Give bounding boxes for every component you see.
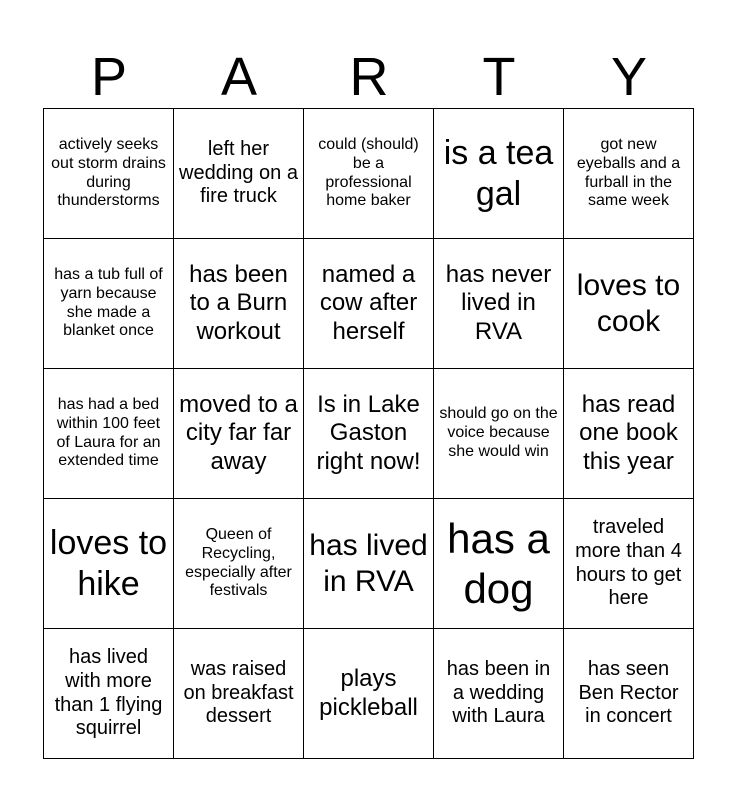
- board-row: [44, 369, 694, 499]
- bingo-cell[interactable]: loves to cook: [564, 239, 694, 369]
- bingo-cell[interactable]: should go on the voice because she would win: [434, 369, 564, 499]
- board-row: [44, 629, 694, 759]
- bingo-cell[interactable]: could (should) be a professional home baker: [304, 109, 434, 239]
- bingo-cell[interactable]: has never lived in RVA: [434, 239, 564, 369]
- bingo-cell[interactable]: has a dog: [434, 499, 564, 629]
- bingo-cell[interactable]: has read one book this year: [564, 369, 694, 499]
- bingo-cell[interactable]: loves to hike: [44, 499, 174, 629]
- bingo-cell[interactable]: has seen Ben Rector in concert: [564, 629, 694, 759]
- bingo-cell[interactable]: actively seeks out storm drains during thunderstorms: [44, 109, 174, 239]
- bingo-cell[interactable]: Is in Lake Gaston right now!: [304, 369, 434, 499]
- bingo-cell[interactable]: named a cow after herself: [304, 239, 434, 369]
- bingo-cell[interactable]: is a tea gal: [434, 109, 564, 239]
- bingo-cell[interactable]: has lived with more than 1 flying squirrel: [44, 629, 174, 759]
- bingo-cell[interactable]: has had a bed within 100 feet of Laura for an extended time: [44, 369, 174, 499]
- title-letter-a: A: [220, 47, 258, 107]
- bingo-cell[interactable]: has been to a Burn workout: [174, 239, 304, 369]
- title-letter-p: P: [90, 47, 128, 107]
- bingo-cell[interactable]: has been in a wedding with Laura: [434, 629, 564, 759]
- title-letter-t: T: [482, 47, 516, 107]
- title-letter-r: R: [349, 47, 389, 107]
- board-row: [44, 109, 694, 239]
- bingo-cell[interactable]: traveled more than 4 hours to get here: [564, 499, 694, 629]
- bingo-title: [44, 44, 694, 106]
- board-row: [44, 499, 694, 629]
- bingo-board: [43, 108, 694, 759]
- bingo-cell[interactable]: moved to a city far far away: [174, 369, 304, 499]
- bingo-cell[interactable]: plays pickleball: [304, 629, 434, 759]
- bingo-cell[interactable]: was raised on breakfast dessert: [174, 629, 304, 759]
- board-row: [44, 239, 694, 369]
- bingo-cell[interactable]: has lived in RVA: [304, 499, 434, 629]
- title-letter-y: Y: [610, 47, 648, 107]
- bingo-cell[interactable]: got new eyeballs and a furball in the same week: [564, 109, 694, 239]
- bingo-cell[interactable]: has a tub full of yarn because she made a blanket once: [44, 239, 174, 369]
- bingo-cell[interactable]: left her wedding on a fire truck: [174, 109, 304, 239]
- bingo-cell[interactable]: Queen of Recycling, especially after festivals: [174, 499, 304, 629]
